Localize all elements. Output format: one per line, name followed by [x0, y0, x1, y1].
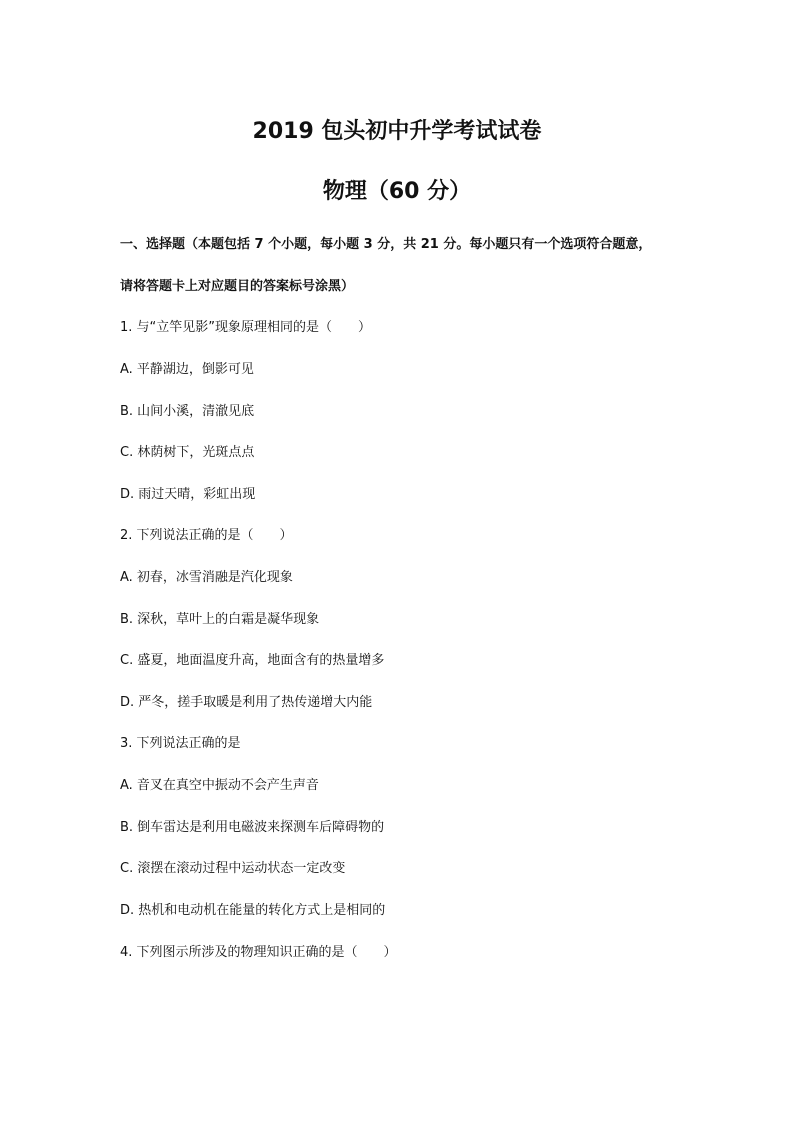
question-1-option-d: D. 雨过天晴，彩虹出现: [120, 487, 256, 502]
question-2-option-c: C. 盛夏，地面温度升高，地面含有的热量增多: [120, 653, 385, 668]
question-1: 1. 与“立竿见影”现象原理相同的是（ ）: [120, 320, 372, 335]
question-2-option-a: A. 初春，冰雪消融是汽化现象: [120, 570, 293, 585]
question-3-option-a: A. 音叉在真空中振动不会产生声音: [120, 778, 319, 793]
question-4: 4. 下列图示所涉及的物理知识正确的是（ ）: [120, 945, 397, 960]
question-2-option-d: D. 严冬，搓手取暖是利用了热传递增大内能: [120, 695, 373, 710]
exam-title: 2019 包头初中升学考试试卷: [252, 119, 542, 144]
section-heading-line-1: 一、选择题（本题包括 7 个小题，每小题 3 分，共 21 分。每小题只有一个选项符合题意，: [120, 237, 652, 252]
section-heading-line-2: 请将答题卡上对应题目的答案标号涂黑）: [120, 279, 355, 294]
question-2: 2. 下列说法正确的是（ ）: [120, 528, 293, 543]
question-1-option-b: B. 山间小溪，清澈见底: [120, 404, 255, 419]
question-1-option-a: A. 平静湖边，倒影可见: [120, 362, 254, 377]
question-3-option-c: C. 滚摆在滚动过程中运动状态一定改变: [120, 861, 346, 876]
exam-subtitle: 物理（60 分）: [322, 179, 472, 204]
question-3-option-d: D. 热机和电动机在能量的转化方式上是相同的: [120, 903, 386, 918]
question-3: 3. 下列说法正确的是: [120, 736, 241, 751]
question-3-option-b: B. 倒车雷达是利用电磁波来探测车后障碍物的: [120, 820, 385, 835]
question-1-option-c: C. 林荫树下，光斑点点: [120, 445, 255, 460]
question-2-option-b: B. 深秋，草叶上的白霜是凝华现象: [120, 612, 320, 627]
